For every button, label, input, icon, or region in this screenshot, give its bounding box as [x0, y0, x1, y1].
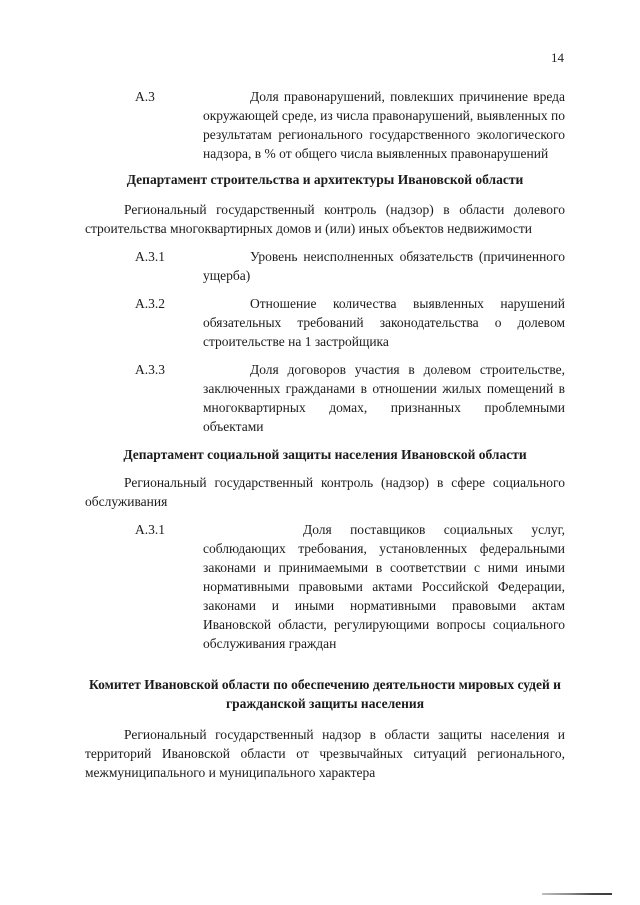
item-number: А.3.1	[135, 249, 165, 264]
item-text: Отношение количества выявленных нарушений обязательных требований законодательства о долевом строительстве на 1 застройщика	[203, 296, 565, 349]
item-number: А.3	[135, 89, 155, 104]
footer-divider-line	[542, 893, 612, 895]
indicator-item	[85, 87, 565, 163]
section-intro: Региональный государственный надзор в области защиты населения и территорий Ивановской области от чрезвычайных ситуаций регионального, межмуниципального и муниципального характера	[85, 727, 565, 780]
item-number: А.3.3	[135, 362, 165, 377]
section-heading: Департамент строительства и архитектуры Ивановской области	[126, 172, 524, 187]
item-text: Доля правонарушений, повлекших причинение вреда окружающей среде, из числа правонарушений, выявленных по результатам регионального государственного экологического надзора, в % от общего числа выявленных правонарушений	[203, 89, 565, 161]
page-number: 14	[551, 50, 564, 65]
item-text: Доля поставщиков социальных услуг, соблюдающих требования, установленных федеральными законами и принимаемыми в соответствии с ними иными нормативными правовыми актами Российской Федерации, законами и иными нормативными правовыми актам Ивановской области, регулирующими вопросы социального обслуживания граждан	[203, 522, 565, 651]
indicator-item	[85, 294, 565, 351]
item-number: А.3.1	[135, 522, 165, 537]
section-intro: Региональный государственный контроль (надзор) в сфере социального обслуживания	[85, 475, 565, 509]
indicator-item	[85, 520, 565, 653]
item-number: А.3.2	[135, 296, 165, 311]
indicator-item	[85, 247, 565, 285]
section-heading: Департамент социальной защиты населения Ивановской области	[123, 447, 527, 462]
page-content	[85, 87, 565, 782]
item-text: Уровень неисполненных обязательств (причиненного ущерба)	[203, 249, 565, 283]
indicator-item	[85, 360, 565, 436]
item-text: Доля договоров участия в долевом строительстве, заключенных гражданами в отношении жилых помещений в многоквартирных домах, признанных проблемными объектами	[203, 362, 565, 434]
section-heading: Комитет Ивановской области по обеспечению деятельности мировых судей и гражданской защиты населения	[89, 677, 561, 711]
section-intro: Региональный государственный контроль (надзор) в области долевого строительства многоквартирных домов и (или) иных объектов недвижимости	[85, 202, 565, 236]
